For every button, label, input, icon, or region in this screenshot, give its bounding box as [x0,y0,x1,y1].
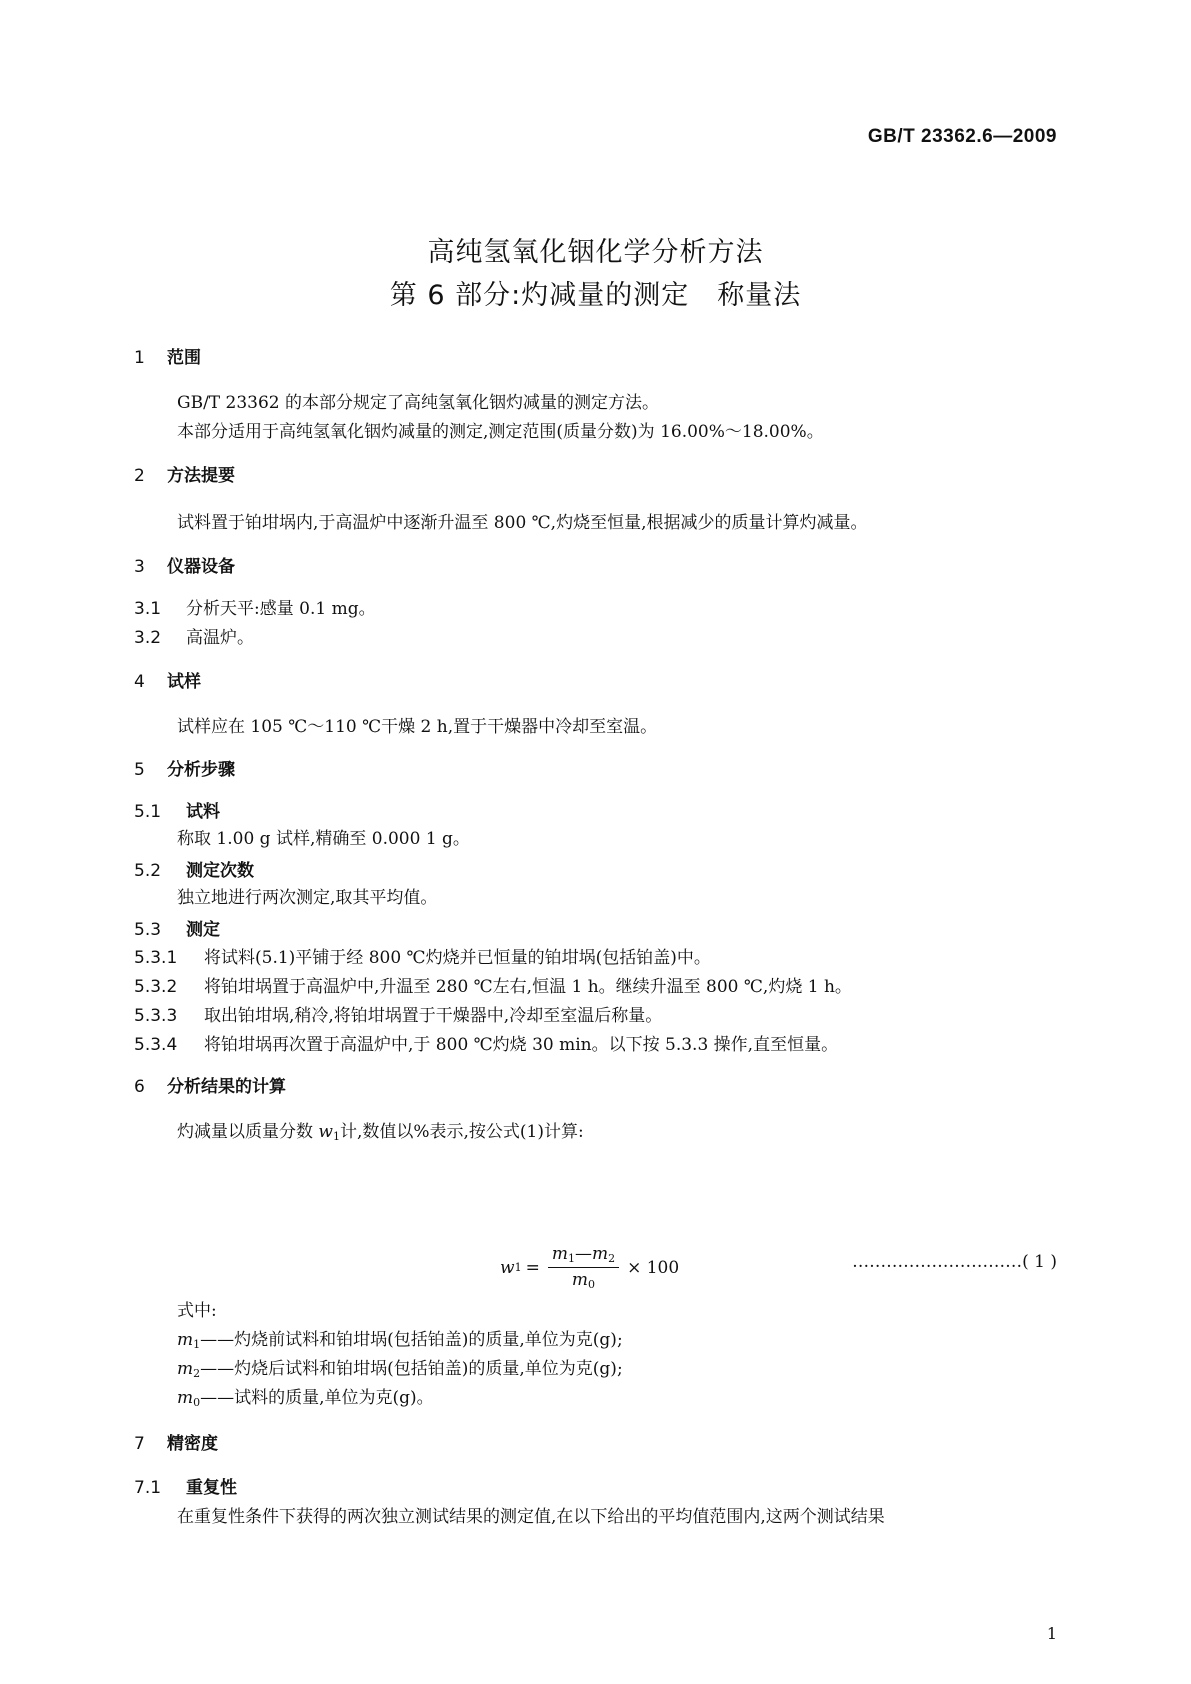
section-title: 方法提要 [167,466,235,486]
equation-number: …………………………( 1 ) [852,1252,1057,1272]
section-7-heading [134,1429,218,1454]
section-3-heading [134,552,235,577]
section-number: 5 [134,760,145,780]
clause-number: 5.3.1 [134,948,178,968]
section-title: 分析步骤 [167,760,235,780]
formula-1: w 1 = $\frac{m_1—m_2}{m_0}$ × 100 [500,1244,680,1291]
clause-number: 3.1 [134,599,162,619]
subsection-title: 重复性 [186,1478,237,1498]
clause-text: 取出铂坩埚,稍冷,将铂坩埚置于干燥器中,冷却至室温后称量。 [204,1006,663,1026]
clause-5-3-1 [134,943,711,968]
clause-5-3-3 [134,1001,662,1026]
section-6-intro: 灼减量以质量分数 $w_1$计,数值以%表示,按公式(1)计算: [177,1122,584,1143]
clause-number: 5.3.2 [134,977,178,997]
fraction-denominator: $m_0$ [571,1270,595,1291]
fraction-numerator: $m_1—m_2$ [548,1244,619,1268]
formula-fraction [548,1244,619,1291]
section-number: 3 [134,557,145,577]
clause-3-2 [134,623,254,648]
where-label: 式中: [177,1301,217,1321]
section-1-paragraph-1: GB/T 23362 的本部分规定了高纯氢氧化铟灼减量的测定方法。 [177,393,660,413]
clause-5-3-4 [134,1030,838,1055]
document-title-line1: 高纯氢氧化铟化学分析方法 [427,237,764,268]
section-1-heading [134,343,201,368]
clause-text: 分析天平:感量 0.1 mg。 [186,599,376,619]
subsection-5-1-text: 称取 1.00 g 试样,精确至 0.000 1 g。 [177,829,470,849]
variable-w: w [318,1122,333,1142]
subsection-number: 7.1 [134,1478,162,1498]
clause-text: 将铂坩埚再次置于高温炉中,于 800 ℃灼烧 30 min。以下按 5.3.3 操作,直至恒量。 [204,1035,839,1055]
subsection-number: 5.1 [134,802,162,822]
clause-text: 高温炉。 [186,628,254,648]
subsection-number: 5.3 [134,920,162,940]
subsection-5-1-heading [134,797,220,822]
clause-text: 将试料(5.1)平铺于经 800 ℃灼烧并已恒量的铂坩埚(包括铂盖)中。 [204,948,711,968]
document-title-line2: 第 6 部分:灼减量的测定 称量法 [389,280,802,311]
section-title: 试样 [167,672,201,692]
section-number: 6 [134,1077,145,1097]
section-number: 7 [134,1434,145,1454]
definition-m0: $m_0——$试料的质量,单位为克(g)。 [177,1388,434,1409]
section-5-heading [134,755,235,780]
clause-number: 3.2 [134,628,162,648]
subsection-5-2-text: 独立地进行两次测定,取其平均值。 [177,888,438,908]
section-2-heading [134,461,235,486]
clause-3-1 [134,594,376,619]
section-title: 分析结果的计算 [167,1077,286,1097]
subsection-5-3-heading [134,915,220,940]
clause-number: 5.3.4 [134,1035,178,1055]
section-number: 1 [134,348,145,368]
section-title: 仪器设备 [167,557,235,577]
subsection-number: 5.2 [134,861,162,881]
clause-text: 将铂坩埚置于高温炉中,升温至 280 ℃左右,恒温 1 h。继续升温至 800 ℃,灼烧 1 h。 [204,977,852,997]
definition-m1: $m_1——$灼烧前试料和铂坩埚(包括铂盖)的质量,单位为克(g); [177,1330,623,1351]
subsection-title: 测定次数 [186,861,254,881]
standard-number: GB/T 23362.6—2009 [867,126,1057,147]
section-2-paragraph-1: 试料置于铂坩埚内,于高温炉中逐渐升温至 800 ℃,灼烧至恒量,根据减少的质量计算灼减量。 [177,513,868,533]
subsection-7-1-heading [134,1473,237,1498]
section-4-paragraph-1: 试样应在 105 ℃～110 ℃干燥 2 h,置于干燥器中冷却至室温。 [177,717,658,737]
subsection-7-1-text: 在重复性条件下获得的两次独立测试结果的测定值,在以下给出的平均值范围内,这两个测试结果 [177,1507,885,1527]
page-number: 1 [1046,1624,1057,1643]
section-1-paragraph-2: 本部分适用于高纯氢氧化铟灼减量的测定,测定范围(质量分数)为 16.00%～18.00%。 [177,422,824,442]
clause-5-3-2 [134,972,852,997]
section-title: 精密度 [167,1434,218,1454]
subsection-5-2-heading [134,856,254,881]
subsection-title: 试料 [186,802,220,822]
clause-number: 5.3.3 [134,1006,178,1026]
section-4-heading [134,667,201,692]
subsection-title: 测定 [186,920,220,940]
section-number: 4 [134,672,145,692]
section-6-heading [134,1072,286,1097]
definition-m2: $m_2——$灼烧后试料和铂坩埚(包括铂盖)的质量,单位为克(g); [177,1359,623,1380]
section-number: 2 [134,466,145,486]
section-title: 范围 [167,348,201,368]
